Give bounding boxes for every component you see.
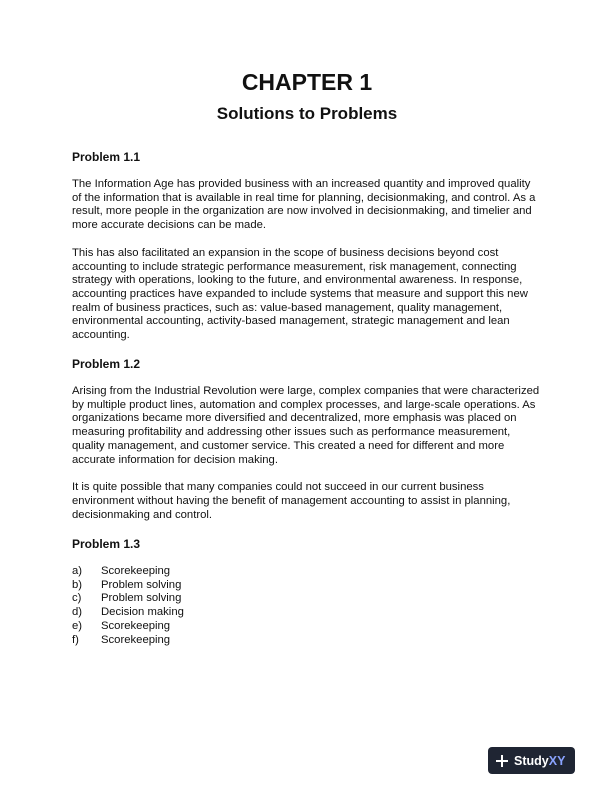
paragraph: The Information Age has provided business with an increased quantity and improved quality of the information that is available in real time for planning, decisionmaking, and control. As a result, more people in the organization are now involved in decisionmaking, and timelier and more accurate decisions can be made. [72, 178, 536, 232]
item-letter: f) [72, 633, 79, 646]
problem-1-1-section [72, 150, 542, 343]
item-letter: d) [72, 606, 83, 619]
brand-name: Study [514, 753, 549, 768]
problem-heading: Problem 1.1 [72, 150, 141, 164]
item-letter: b) [72, 578, 83, 591]
list-item [72, 620, 542, 634]
item-text: Scorekeeping [101, 565, 171, 577]
chapter-title: CHAPTER 1 [241, 69, 373, 95]
brand-accent: XY [548, 753, 566, 768]
item-letter: e) [72, 619, 83, 632]
list-item [72, 606, 542, 620]
item-text: Problem solving [101, 592, 182, 605]
paragraph: Arising from the Industrial Revolution were large, complex companies that were characterized by multiple product lines, automation and complex processes, and large-scale operations. As organizations became more diversified and decentralized, more emphasis was placed on measuring profitability and addressing other issues such as performance measurement, quality management, and customer service. This created a need for different and more accurate information for decision making. [72, 385, 540, 466]
list-item [72, 565, 542, 579]
problem-heading: Problem 1.2 [72, 357, 141, 371]
item-text: Decision making [101, 606, 184, 619]
problem-1-3-section [72, 537, 542, 647]
list-item [72, 592, 542, 606]
item-letter: a) [72, 565, 83, 577]
plus-icon [496, 755, 508, 767]
answer-list [72, 565, 542, 647]
item-text: Problem solving [101, 578, 182, 591]
list-item [72, 579, 542, 593]
item-text: Scorekeeping [101, 619, 171, 632]
chapter-subtitle: Solutions to Problems [216, 104, 398, 123]
problem-1-2-section [72, 357, 542, 522]
item-text: Scorekeeping [101, 633, 171, 646]
paragraph: This has also facilitated an expansion in the scope of business decisions beyond cost accounting to include strategic performance measurement, risk management, connecting strategy with operations, looking to the future, and environmental awareness. In response, accounting practices have expanded to include systems that measure and support this new realm of business practices, such as: value-based management, quality management, environmental accounting, activity-based management, strategic management and lean accounting. [72, 246, 528, 342]
problem-heading: Problem 1.3 [72, 537, 141, 551]
paragraph: It is quite possible that many companies could not succeed in our current business environment without having the benefit of management accounting to assist in planning, decisionmaking and control. [72, 481, 511, 521]
studyxy-badge[interactable] [488, 747, 575, 774]
item-letter: c) [72, 592, 82, 605]
list-item [72, 634, 542, 648]
